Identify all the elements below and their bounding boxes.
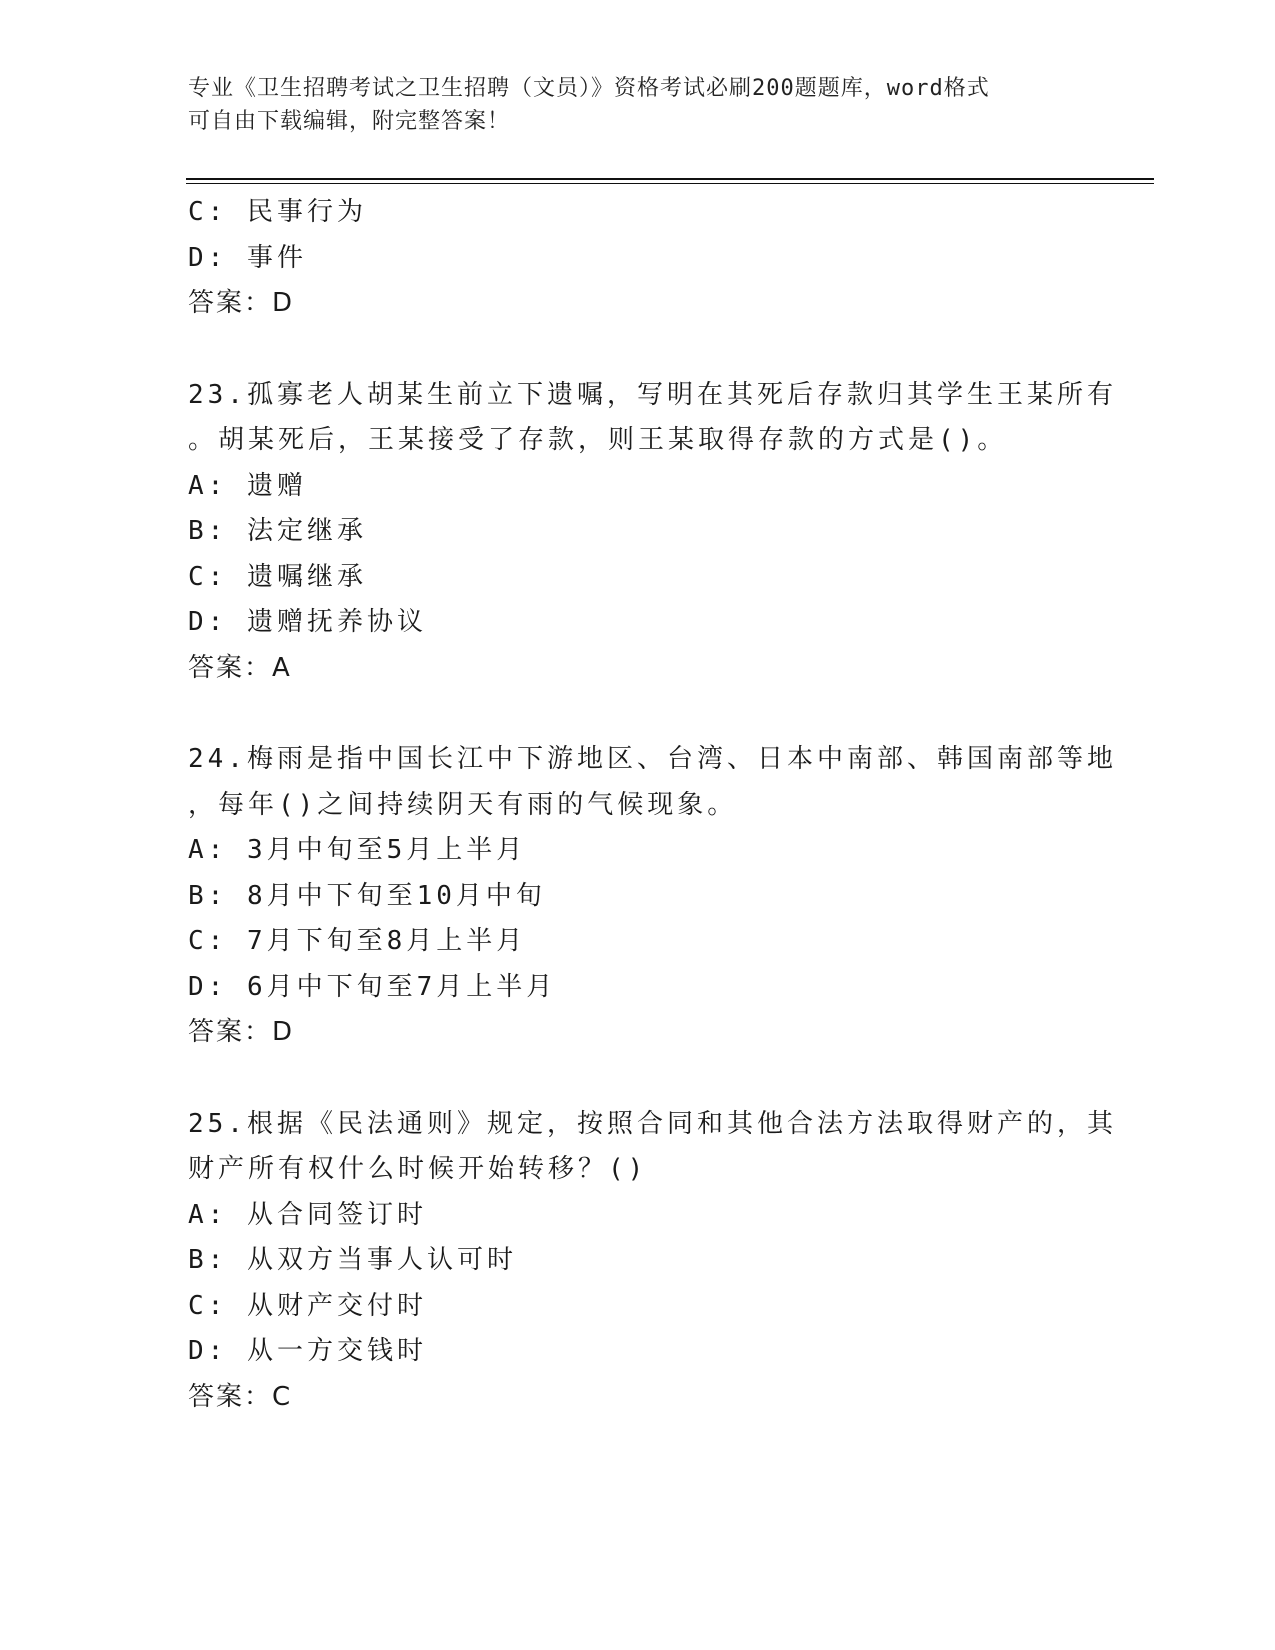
answer-line: 答案：D bbox=[188, 1017, 295, 1047]
header-line-2: 可自由下载编辑，附完整答案！ bbox=[188, 109, 511, 134]
document-header bbox=[188, 72, 1068, 138]
question-stem-line-1: 23.孤寡老人胡某生前立下遗嘱，写明在其死后存款归其学生王某所有 bbox=[188, 379, 1117, 410]
answer-line: 答案：A bbox=[188, 652, 292, 683]
option-b: B: 法定继承 bbox=[188, 516, 367, 546]
question-list bbox=[188, 190, 1117, 1420]
option-b: B: 8月中下旬至10月中旬 bbox=[188, 880, 546, 911]
answer-line: 答案：C bbox=[188, 1381, 293, 1412]
option-b: B: 从双方当事人认可时 bbox=[188, 1245, 517, 1275]
option-d: D: 遗赠抚养协议 bbox=[188, 607, 427, 637]
option-d: D: 从一方交钱时 bbox=[188, 1336, 427, 1366]
option-d: D: 6月中下旬至7月上半月 bbox=[188, 971, 557, 1002]
option-a: A: 遗赠 bbox=[188, 470, 307, 501]
option-c: C: 遗嘱继承 bbox=[188, 561, 367, 592]
header-line-1: 专业《卫生招聘考试之卫生招聘（文员）》资格考试必刷200题题库，word格式 bbox=[188, 76, 990, 101]
option-a: A: 从合同签订时 bbox=[188, 1199, 427, 1230]
header-rule-thin bbox=[186, 183, 1154, 184]
question-25 bbox=[188, 1102, 1117, 1421]
option-c: C: 从财产交付时 bbox=[188, 1290, 427, 1321]
option-d: D: 事件 bbox=[188, 242, 307, 273]
question-24 bbox=[188, 737, 1117, 1056]
question-22-tail bbox=[188, 190, 1088, 327]
question-stem-line-2: 。胡某死后，王某接受了存款，则王某取得存款的方式是()。 bbox=[188, 425, 1008, 455]
answer-line: 答案：D bbox=[188, 288, 295, 318]
option-c: C: 7月下旬至8月上半月 bbox=[188, 926, 527, 956]
question-stem-line-1: 24.梅雨是指中国长江中下游地区、台湾、日本中南部、韩国南部等地 bbox=[188, 744, 1117, 774]
question-stem-line-2: 财产所有权什么时候开始转移？() bbox=[188, 1154, 648, 1184]
question-stem-line-1: 25.根据《民法通则》规定，按照合同和其他合法方法取得财产的，其 bbox=[188, 1108, 1117, 1139]
question-stem-line-2: ，每年()之间持续阴天有雨的气候现象。 bbox=[188, 789, 738, 820]
header-rule-thick bbox=[186, 178, 1154, 180]
option-c: C: 民事行为 bbox=[188, 197, 367, 227]
option-a: A: 3月中旬至5月上半月 bbox=[188, 835, 527, 865]
question-23 bbox=[188, 373, 1117, 692]
